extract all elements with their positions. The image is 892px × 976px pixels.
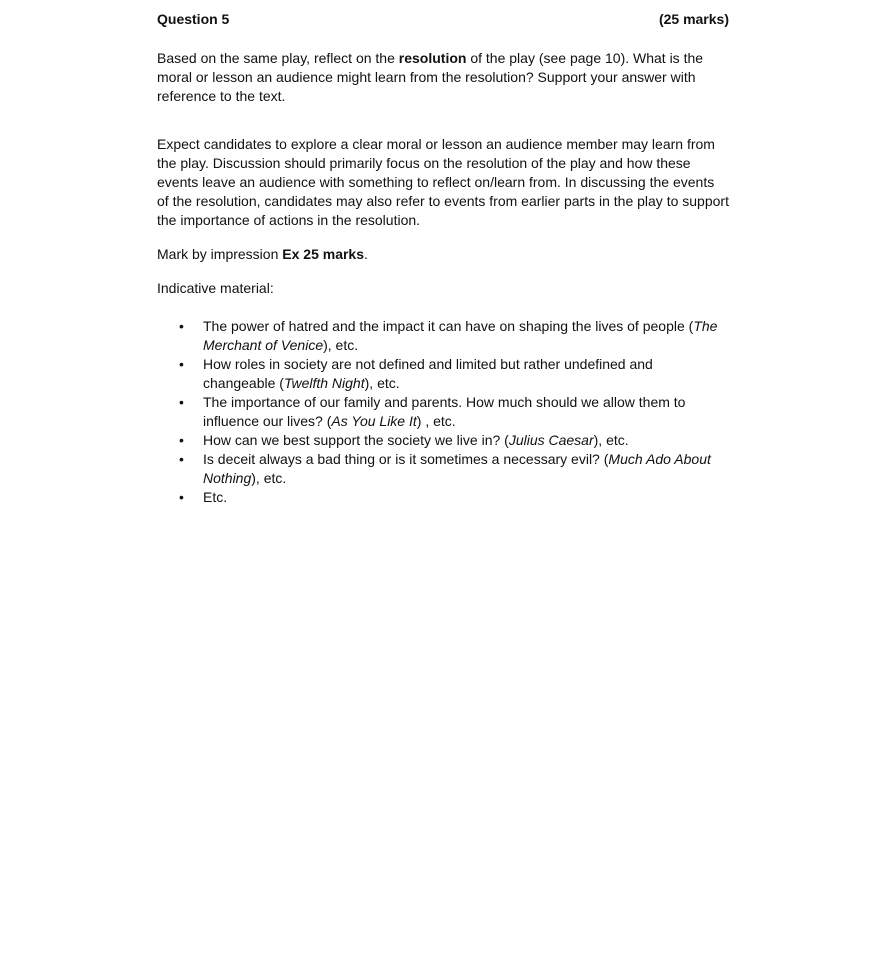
bullet-icon: •: [179, 318, 184, 334]
item-end: ), etc.: [323, 337, 359, 353]
item-text: How roles in society are not defined and limited but rather undefined and changeable (: [203, 356, 653, 391]
bullet-icon: •: [179, 432, 184, 448]
item-text: Is deceit always a bad thing or is it sometimes a necessary evil? (: [203, 451, 609, 467]
bullet-icon: •: [179, 356, 184, 372]
mark-bold: Ex 25 marks: [282, 246, 364, 262]
list-item: [157, 355, 729, 393]
prompt-part1: Based on the same play, reflect on the: [157, 50, 399, 66]
bullet-icon: •: [179, 489, 184, 505]
indicative-list: [157, 317, 729, 507]
item-end: ) , etc.: [416, 413, 456, 429]
list-item: [157, 317, 729, 355]
item-end: ), etc.: [251, 470, 287, 486]
item-text: The importance of our family and parents. How much should we allow them to influence our lives? (: [203, 394, 686, 429]
question-header: [157, 10, 729, 29]
prompt-bold: resolution: [398, 50, 467, 66]
prompt-part2: of the play (see page 10). What is the moral or lesson an audience might learn from the resolution? Support your answer with reference to the text.: [157, 50, 704, 104]
item-play-title: Julius Caesar: [508, 432, 594, 448]
item-text: Etc.: [203, 489, 228, 505]
item-end: ), etc.: [364, 375, 400, 391]
item-text: How can we best support the society we live in? (: [203, 432, 509, 448]
item-play-title: As You Like It: [331, 413, 417, 429]
item-play-title: The Merchant of Venice: [203, 318, 718, 353]
item-play-title: Twelfth Night: [283, 375, 365, 391]
list-item: [157, 450, 729, 488]
list-item: [157, 431, 729, 450]
mark-suffix: .: [364, 246, 368, 262]
indicative-label: Indicative material:: [157, 280, 274, 296]
item-end: ), etc.: [593, 432, 629, 448]
document-page: [157, 10, 729, 507]
item-play-title: Much Ado About Nothing: [203, 451, 711, 486]
list-item: [157, 488, 729, 507]
question-prompt: [157, 49, 729, 106]
list-item: [157, 393, 729, 431]
mark-prefix: Mark by impression: [157, 246, 283, 262]
question-marks: (25 marks): [658, 11, 729, 27]
bullet-icon: •: [179, 394, 184, 410]
item-text: The power of hatred and the impact it can have on shaping the lives of people (: [203, 318, 694, 334]
bullet-icon: •: [179, 451, 184, 467]
marking-guidance: Expect candidates to explore a clear moral or lesson an audience member may learn from the play. Discussion should primarily focus on the resolution of the play and how these events leave an audience with something to reflect on/learn from. In discussing the events of the resolution, candidates may also refer to events from earlier parts in the play to support the importance of actions in the resolution.: [157, 136, 729, 228]
question-title: Question 5: [157, 11, 230, 27]
mark-instruction: [157, 245, 729, 264]
